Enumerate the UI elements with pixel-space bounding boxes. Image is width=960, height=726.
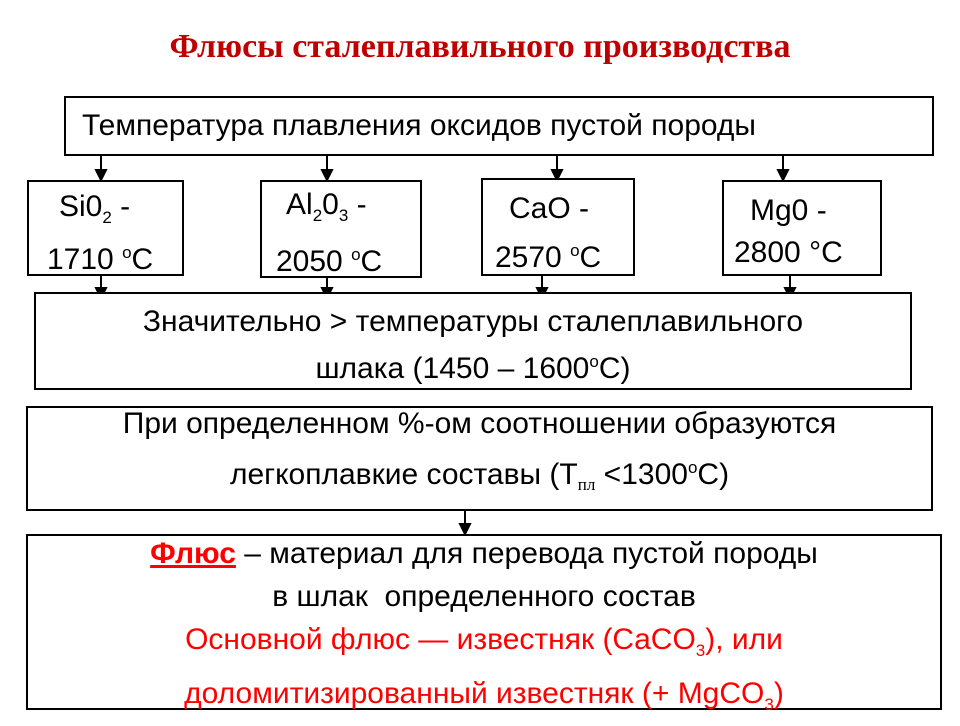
basic-flux-text: Основной флюс — известняк (CaCO bbox=[185, 623, 696, 656]
oxide-box-cao bbox=[481, 178, 635, 276]
oxide-subscript: 2 bbox=[312, 206, 323, 225]
fusible-compositions-line1: При определенном %-ом соотношении образуются bbox=[122, 407, 837, 440]
page-title: Флюсы сталеплавильного производства bbox=[169, 28, 791, 65]
oxide-temperature: 1710 bbox=[47, 243, 123, 276]
degree-sign: o bbox=[570, 241, 580, 260]
dolomite-flux-tail: ) bbox=[773, 677, 784, 710]
oxide-unit: C bbox=[579, 241, 602, 274]
fusible-temp: <1300 bbox=[595, 458, 688, 491]
oxide-formula: Si0 bbox=[59, 190, 103, 223]
slag-temperature-line1: Значительно > температуры сталеплавильного bbox=[142, 305, 804, 338]
oxide-box-mgo bbox=[722, 180, 882, 276]
fusible-compositions-line2 bbox=[28, 448, 931, 505]
melting-subscript: пл bbox=[577, 475, 596, 494]
flux-definition-line1 bbox=[28, 532, 940, 575]
oxide-formula-mid: 0 bbox=[322, 188, 339, 221]
melting-temperature-box bbox=[64, 96, 934, 156]
basic-flux-tail: ), или bbox=[705, 623, 783, 656]
slag-temperature-box bbox=[34, 292, 912, 390]
oxide-dash: - bbox=[111, 190, 131, 223]
flux-definition-text: – материал для перевода пустой породы bbox=[235, 537, 818, 570]
oxide-formula: Al bbox=[286, 188, 313, 221]
degree-sign: o bbox=[351, 245, 361, 264]
oxide-formula: CaO - bbox=[509, 192, 590, 225]
oxide-temperature: 2800 °C bbox=[734, 236, 843, 269]
oxide-subscript: 3 bbox=[338, 206, 349, 225]
basic-flux-line bbox=[28, 618, 940, 672]
flux-term: Флюс bbox=[150, 537, 236, 570]
oxide-dash: - bbox=[348, 188, 367, 221]
flux-definition-line2: в шлак определенного состав bbox=[272, 580, 696, 613]
oxide-formula: Mg0 - bbox=[750, 194, 827, 227]
formula-subscript: 3 bbox=[695, 641, 706, 660]
degree-sign: o bbox=[687, 458, 698, 477]
dolomite-flux-line bbox=[28, 672, 940, 726]
melting-temperature-label: Температура плавления оксидов пустой породы bbox=[82, 109, 756, 142]
slag-temperature-unit: C) bbox=[598, 352, 631, 385]
oxide-unit: C bbox=[131, 243, 154, 276]
degree-sign: o bbox=[122, 243, 132, 262]
fusible-compositions-box bbox=[26, 406, 933, 511]
oxide-unit: C bbox=[360, 245, 383, 278]
flux-definition-box bbox=[26, 534, 942, 714]
formula-subscript: 3 bbox=[764, 695, 774, 714]
oxide-subscript: 2 bbox=[102, 208, 112, 227]
oxide-box-sio2 bbox=[27, 180, 184, 276]
slag-temperature-line2 bbox=[36, 342, 910, 389]
fusible-text: легкоплавкие составы (Т bbox=[229, 458, 578, 491]
oxide-temperature: 2050 bbox=[276, 245, 352, 278]
oxide-temperature: 2570 bbox=[495, 241, 571, 274]
degree-sign: o bbox=[589, 352, 599, 371]
slag-temperature-text: шлака (1450 – 1600 bbox=[315, 352, 590, 385]
dolomite-flux-text: доломитизированный известняк (+ MgCO bbox=[184, 677, 765, 710]
fusible-unit: C) bbox=[697, 458, 730, 491]
oxide-box-al2o3 bbox=[260, 180, 422, 278]
